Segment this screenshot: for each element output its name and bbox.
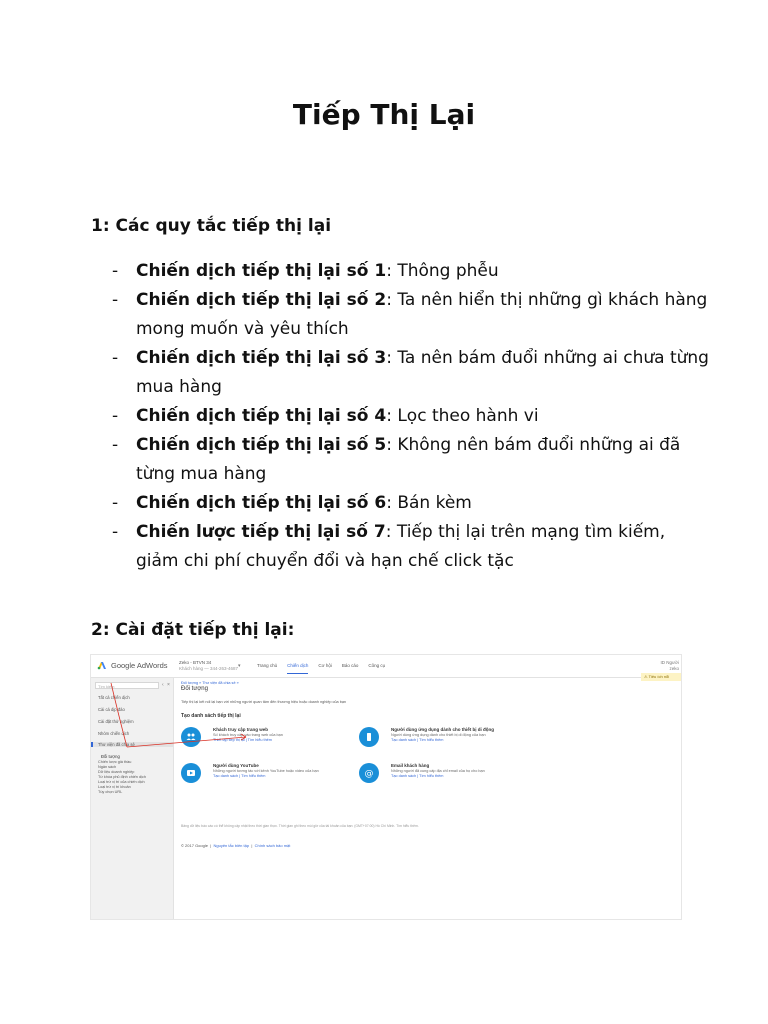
sidebar-item-campaign-groups[interactable]: Nhóm chiến dịch: [98, 731, 130, 736]
sidebar-section-audiences[interactable]: Đối tượng: [101, 754, 120, 759]
rule-description: : Bán kèm: [386, 493, 472, 513]
chevron-down-icon[interactable]: ▾: [238, 663, 241, 669]
tab-campaigns[interactable]: Chiến dịch: [287, 663, 308, 674]
document-title: Tiếp Thị Lại: [292, 98, 476, 131]
list-dash: -: [112, 435, 119, 455]
sidebar-item-drafts[interactable]: Cài cá dịp đảo: [98, 707, 125, 712]
card-description: Những người tương tác với kênh YouTube hoặc video của bạn: [213, 769, 319, 773]
list-dash: -: [112, 406, 119, 426]
sidebar-sub-item[interactable]: Ngân sách: [98, 765, 117, 769]
collapse-icon[interactable]: ‹: [162, 682, 164, 688]
main-tabs: [257, 663, 385, 674]
notification-text: Tiêu ích nổi: [648, 674, 670, 679]
annotation-arrow: [91, 655, 681, 919]
footer-link-editorial[interactable]: Nguyên tắc biên tập: [213, 843, 250, 848]
tab-home[interactable]: Trang chủ: [257, 663, 278, 668]
svg-text:@: @: [364, 769, 374, 778]
adwords-logo-icon: [97, 660, 107, 670]
card-mobile-app-users: [359, 727, 529, 749]
sidebar-sub-item[interactable]: Tùy chọn URL: [98, 790, 123, 794]
section-1-heading: 1: Các quy tắc tiếp thị lại: [91, 216, 332, 236]
sidebar-item-experiments[interactable]: Cài đặt thử nghiệm: [98, 719, 134, 724]
rule-name: Chiến dịch tiếp thị lại số 3: [136, 348, 387, 368]
card-description: Số khách truy cập vào trang web của bạn: [213, 733, 283, 737]
card-title: Người dùng YouTube: [213, 763, 259, 768]
adwords-screenshot: [90, 654, 682, 920]
footer: [181, 843, 290, 848]
card-customer-email: [359, 763, 529, 785]
sidebar-sub-item[interactable]: Loại trừ vị trí khoản: [98, 785, 131, 789]
footer-separator: |: [251, 843, 253, 848]
rule-item: [112, 431, 712, 489]
rule-item: [112, 257, 712, 286]
rule-item: [112, 402, 712, 431]
rule-name: Chiến lược tiếp thị lại số 7: [136, 522, 386, 542]
sidebar-sub-item[interactable]: Loại trừ vị trí của chiến dịch: [98, 780, 145, 784]
rule-name: Chiến dịch tiếp thị lại số 4: [136, 406, 387, 426]
mobile-phone-icon: [359, 727, 379, 747]
footer-link-privacy[interactable]: Chính sách bảo mật: [254, 843, 291, 848]
rule-name: Chiến dịch tiếp thị lại số 6: [136, 493, 387, 513]
rule-description: : Ta nên bám đuổi những ai chưa từng mua hàng: [136, 348, 709, 397]
rule-item: [112, 286, 712, 344]
page-title: Đối tượng: [181, 686, 208, 692]
sidebar: [91, 678, 174, 919]
card-link[interactable]: Thiết lập tiếp thị lại | Tìm hiểu thêm: [213, 738, 272, 742]
warning-icon: ⚠: [644, 674, 648, 679]
list-dash: -: [112, 261, 119, 281]
section-title: Tạo danh sách tiếp thị lại: [181, 713, 241, 719]
card-description: Những người đã cung cấp địa chỉ email của họ cho bạn: [391, 769, 485, 773]
rule-name: Chiến dịch tiếp thị lại số 5: [136, 435, 387, 455]
rule-description: : Tiếp thị lại trên mạng tìm kiếm, giảm chi phí chuyển đổi và hạn chế click tặc: [136, 522, 666, 571]
breadcrumb[interactable]: Đối tượng » Thư viện đã chia sẻ »: [181, 681, 239, 685]
sidebar-item-shared-library[interactable]: Thư viện đã chia sẻ: [91, 742, 173, 747]
card-youtube-users: [181, 763, 351, 785]
rule-description: : Ta nên hiển thị những gì khách hàng mong muốn và yêu thích: [136, 290, 708, 339]
card-title: Khách truy cập trang web: [213, 727, 269, 732]
sidebar-sub-item[interactable]: Chiến lược giá thầu: [98, 760, 132, 764]
card-link[interactable]: Tạo danh sách | Tìm hiểu thêm: [213, 774, 266, 778]
website-visitors-icon: [181, 727, 201, 747]
customer-id-label: ID Người: [660, 660, 679, 665]
rules-list: [112, 257, 712, 576]
list-dash: -: [112, 290, 119, 310]
copyright: © 2017 Google: [181, 843, 208, 848]
card-link[interactable]: Tạo danh sách | Tìm hiểu thêm: [391, 774, 444, 778]
card-website-visitors: [181, 727, 351, 749]
at-sign-icon: [359, 763, 379, 783]
rule-item: [112, 489, 712, 518]
rule-description: : Không nên bám đuổi những ai đã từng mua hàng: [136, 435, 681, 484]
account-id: Khách hàng — 344-263-4687: [179, 666, 239, 671]
notification-badge[interactable]: [641, 673, 681, 681]
card-link[interactable]: Tạo danh sách | Tìm hiểu thêm: [391, 738, 444, 742]
adwords-logo: [97, 660, 168, 670]
video-play-icon: [181, 763, 201, 783]
list-dash: -: [112, 522, 119, 542]
tab-opportunities[interactable]: Cơ hội: [318, 663, 332, 668]
account-selector[interactable]: [179, 660, 238, 672]
card-description: Người dùng ứng dụng dành cho thiết bị di động của bạn: [391, 733, 486, 737]
tab-reports[interactable]: Báo cáo: [341, 663, 359, 668]
rule-item: [112, 344, 712, 402]
account-name: Zeko - BTVN 34: [179, 660, 212, 665]
section-2-heading: 2: Cài đặt tiếp thị lại:: [91, 620, 295, 640]
adwords-topbar: [91, 655, 681, 678]
footnote: Bảng dữ liệu báo cáo có thể không cập nhật theo thời gian thực. Thời gian ghi theo múi giờ của tài khoản của bạn: (GMT+07:00) Hồ Chí Minh. Tìm hiểu thêm.: [181, 824, 419, 828]
customer-name: zeko: [669, 666, 679, 671]
customer-info[interactable]: [661, 660, 679, 672]
sidebar-item-all-campaigns[interactable]: Tất cả chiến dịch: [98, 695, 130, 700]
intro-text: Tiếp thị lại kết nối lại bạn với những người quan tâm đến thương hiệu hoặc doanh nghiệp của bạn: [181, 700, 347, 704]
rule-description: : Thông phễu: [386, 261, 499, 281]
sidebar-sub-item[interactable]: Từ khóa phủ định chiến dịch: [98, 775, 146, 779]
sidebar-search-input[interactable]: Tìm kiếm: [95, 682, 159, 689]
list-dash: -: [112, 348, 119, 368]
close-icon[interactable]: ×: [167, 682, 170, 688]
sidebar-sub-item[interactable]: Dữ liệu doanh nghiệp: [98, 770, 135, 774]
rule-item: [112, 518, 712, 576]
card-title: Người dùng ứng dụng dành cho thiết bị di động: [391, 727, 494, 732]
footer-separator: |: [210, 843, 212, 848]
rule-name: Chiến dịch tiếp thị lại số 2: [136, 290, 387, 310]
list-dash: -: [112, 493, 119, 513]
rule-name: Chiến dịch tiếp thị lại số 1: [136, 261, 387, 281]
tab-tools[interactable]: Công cụ: [368, 663, 386, 668]
logo-text: Google AdWords: [111, 660, 168, 670]
rule-description: : Lọc theo hành vi: [386, 406, 539, 426]
card-title: Email khách hàng: [391, 763, 430, 768]
